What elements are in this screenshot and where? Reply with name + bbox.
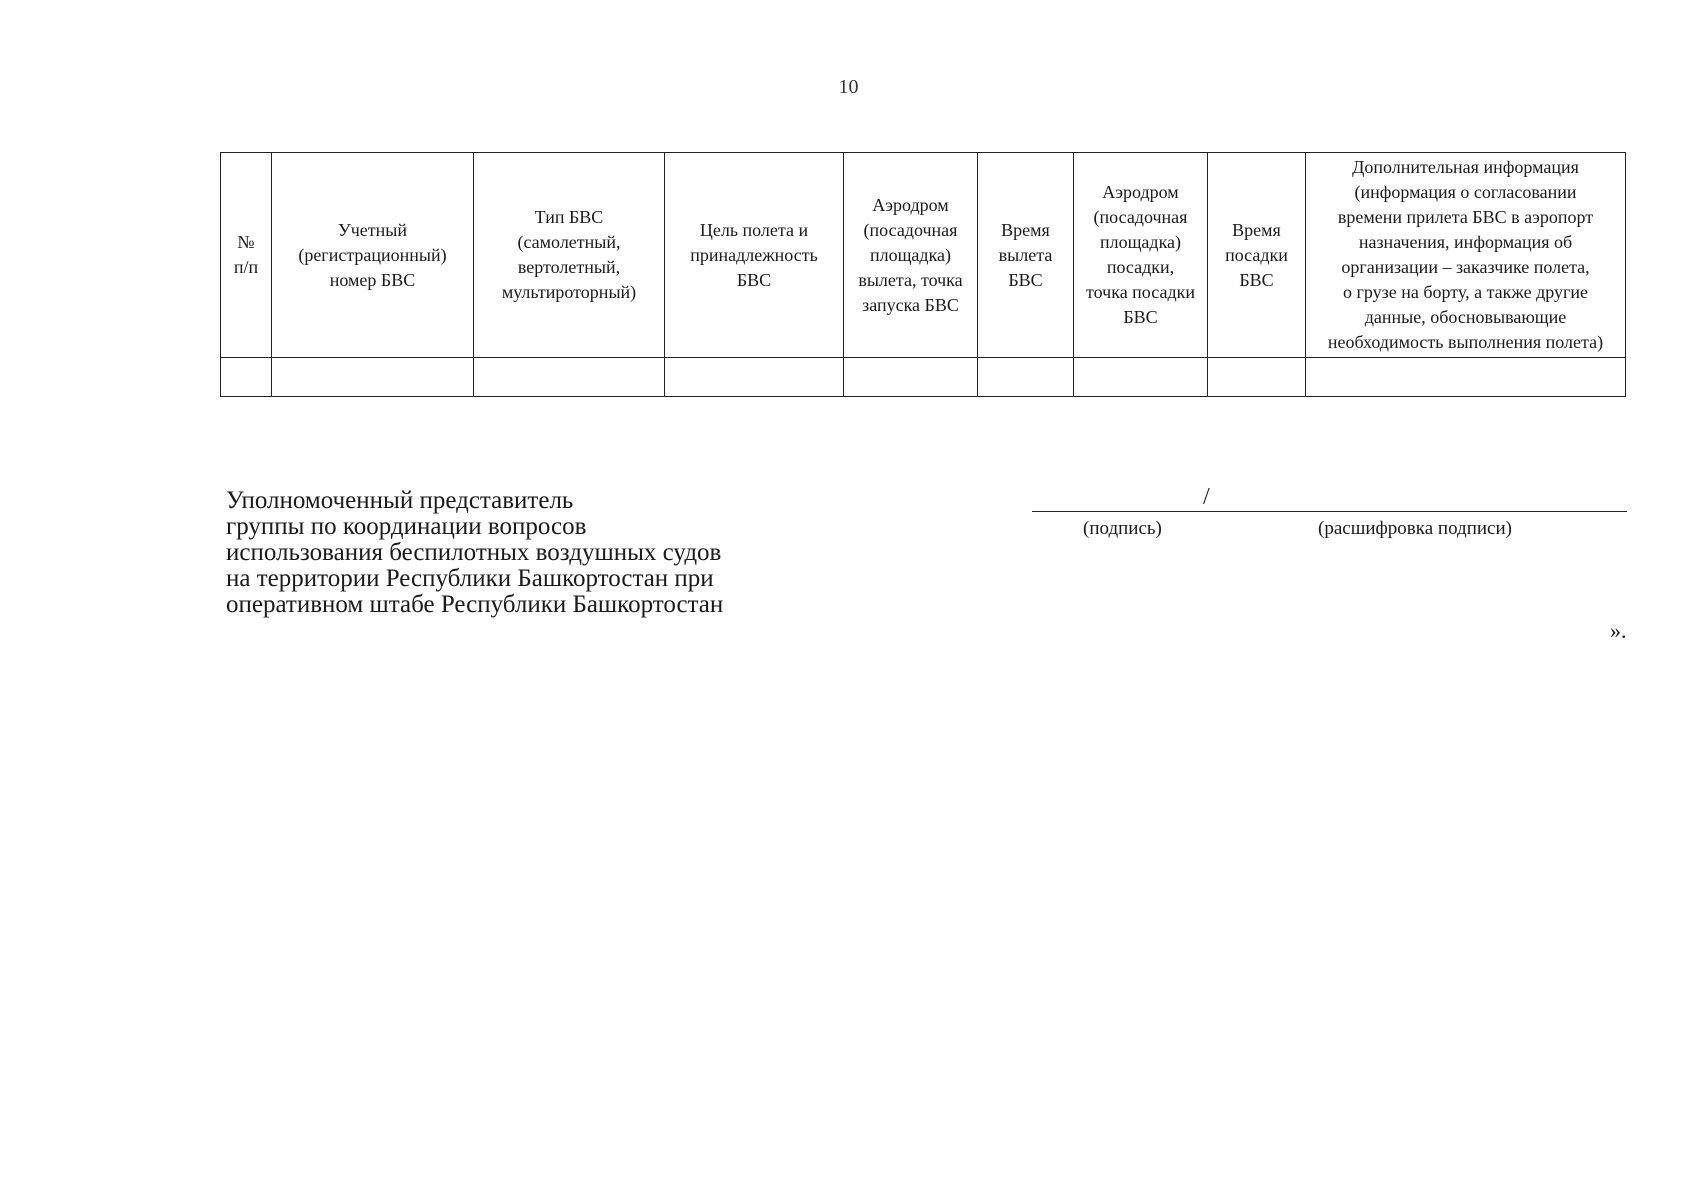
closing-quote: ». <box>1610 618 1627 643</box>
header-departure-time: Время вылета БВС <box>978 153 1074 358</box>
page-number: 10 <box>838 76 859 98</box>
header-landing-time: Время посадки БВС <box>1208 153 1306 358</box>
table-cell <box>1306 358 1626 397</box>
signature-slash: / <box>1203 484 1210 510</box>
signature-line <box>1032 511 1627 512</box>
header-purpose: Цель полета и принадлежность БВС <box>665 153 844 358</box>
signature-caption: (подпись) <box>1083 518 1162 539</box>
header-additional-info: Дополнительная информация (информация о согласовании времени прилета БВС в аэропорт назначения, информация об организации – заказчике полета, о грузе на борту, а также другие данные, обосновывающие необходимость выполнения полета) <box>1306 153 1626 358</box>
table-cell <box>665 358 844 397</box>
header-registration: Учетный (регистрационный) номер БВС <box>272 153 474 358</box>
table-cell <box>844 358 978 397</box>
header-uav-type: Тип БВС (самолетный, вертолетный, мультироторный) <box>474 153 665 358</box>
flight-table <box>220 152 1626 397</box>
table-cell <box>272 358 474 397</box>
table-row <box>221 358 1626 397</box>
header-landing-aerodrome: Аэродром (посадочная площадка) посадки, точка посадки БВС <box>1074 153 1208 358</box>
table-header-row <box>221 153 1626 358</box>
table-cell <box>1074 358 1208 397</box>
signature-decode-caption: (расшифровка подписи) <box>1318 518 1512 539</box>
representative-title: Уполномоченный представитель группы по координации вопросов использования беспилотных воздушных судов на территории Республики Башкортостан при оперативном штабе Республики Башкортостан <box>226 487 724 618</box>
table-cell <box>474 358 665 397</box>
table-cell <box>978 358 1074 397</box>
header-number: № п/п <box>221 153 272 358</box>
header-departure-aerodrome: Аэродром (посадочная площадка) вылета, точка запуска БВС <box>844 153 978 358</box>
table-cell <box>1208 358 1306 397</box>
table-cell <box>221 358 272 397</box>
